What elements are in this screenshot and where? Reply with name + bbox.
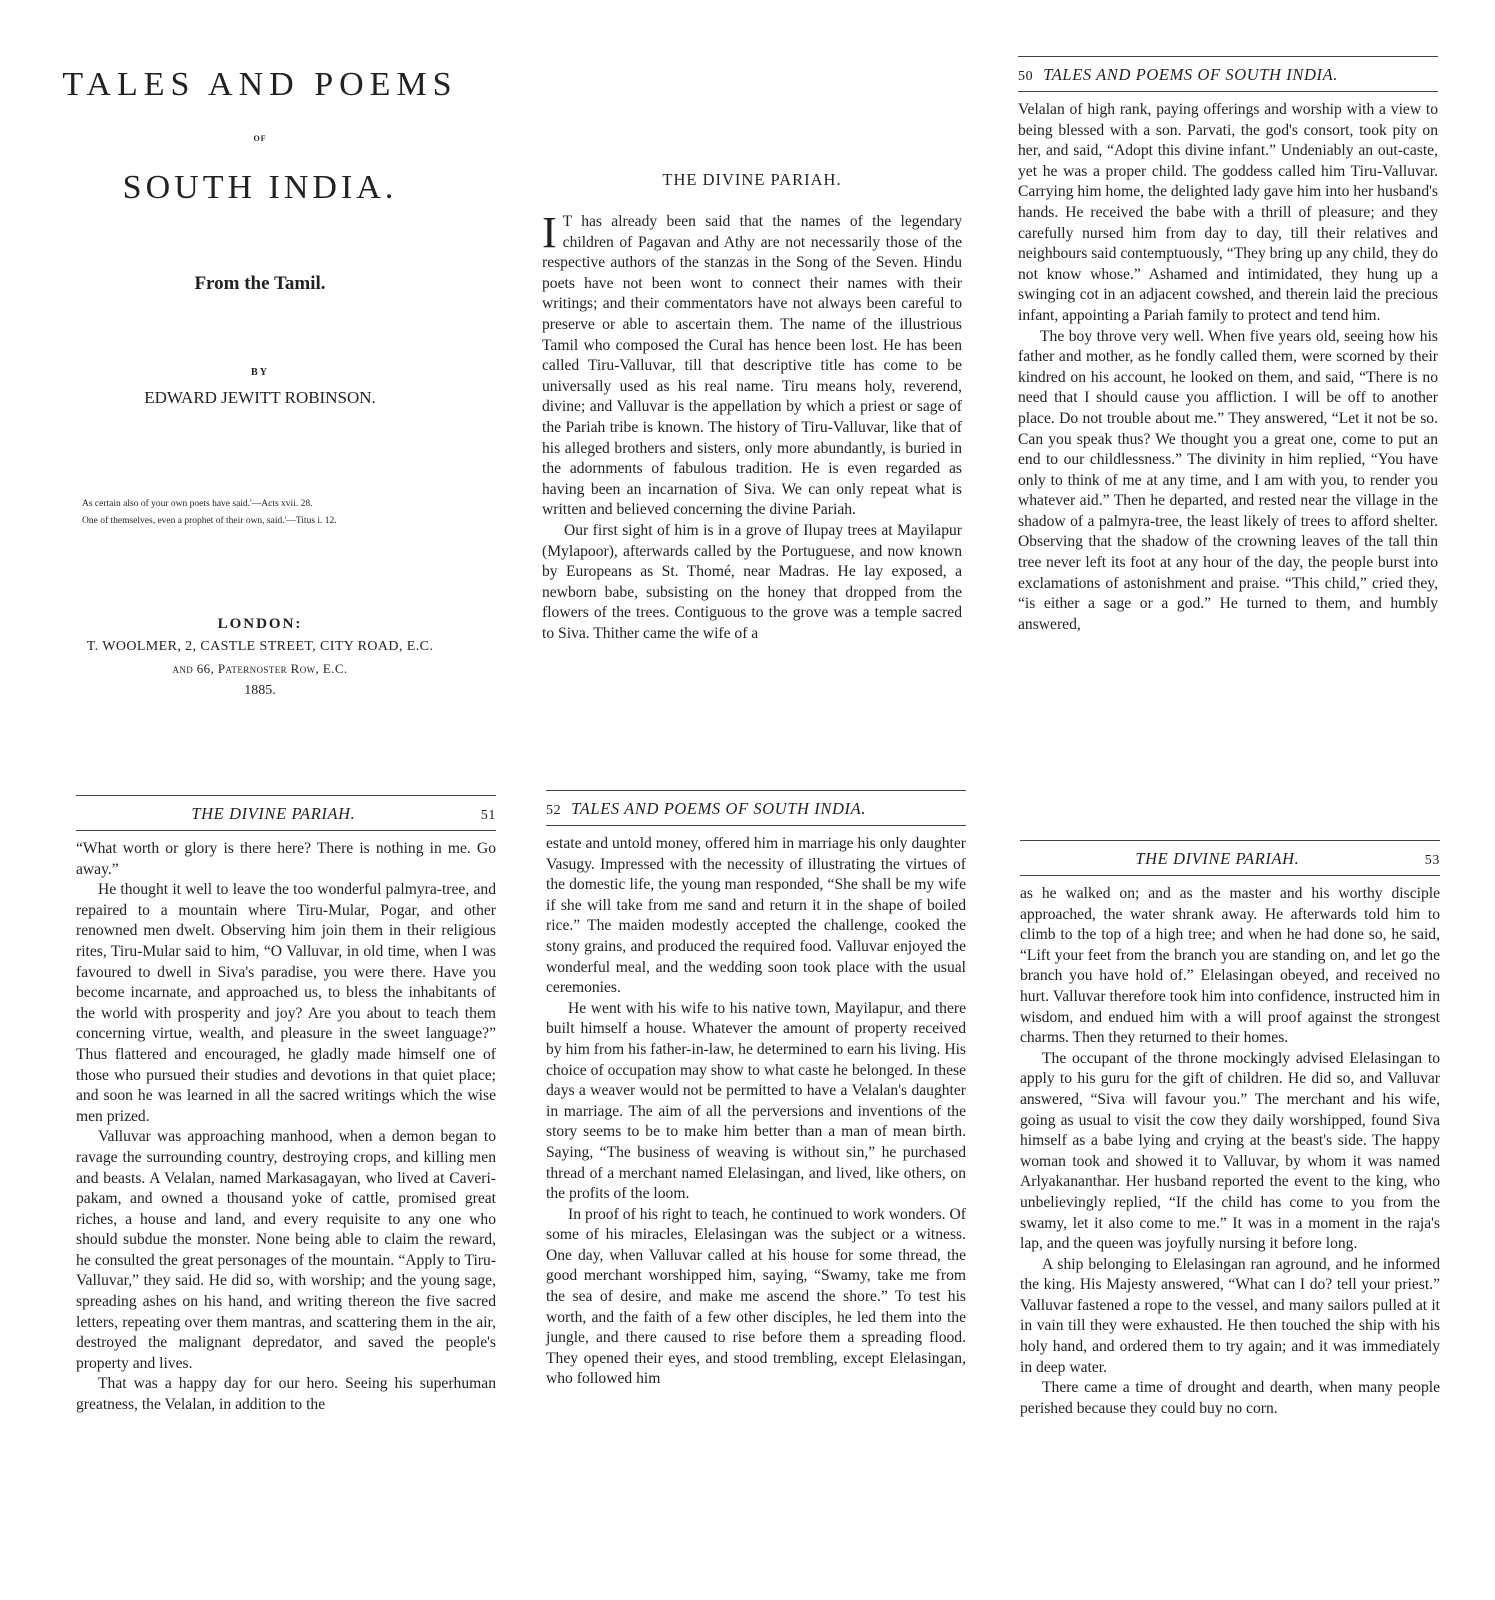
paragraph: He went with his wife to his native town, Mayilapur, and there built himself a house. Whatever the amount of property received by him from his father-in-law, he determined to earn his living. His choice of occupation may show to what caste he belonged. In these days a weaver would not be permitted to have a Velalan's daughter in marriage. The aim of all the perversions and inventions of the story seems to be to make him better than a man of mean birth. Saying, “The business of weaving is without sin,” he purchased thread of a merchant named Elelasingan, and lived, like others, on the profits of the loom. (546, 999, 966, 1203)
publisher-line-1: T. WOOLMER, 2, CASTLE STREET, CITY ROAD, E.C. (86, 639, 434, 654)
paragraph: Velalan of high rank, paying offerings and worship with a view to being blessed with a son. Parvati, the god's consort, took pity on her, and said, “Adopt this divine infant.” Undeniably an out-caste, yet he was a proper child. The goddess called him Tiru-Valluvar. Carrying him home, the delighted lady gave him into her husband's hands. He received the babe with a thrill of pleasure; and they carefully nursed him from day to day, till their relatives and neighbours said contemptuously, “They bring up any child, they do not know whose.” Ashamed and intimidated, they hung up a swinging cot in an adjacent cowshed, and therein laid the precious infant, appointing a Pariah family to protect and tend him. (1018, 101, 1438, 324)
paragraph: “What worth or glory is there here? There is nothing in me. Go away.” (76, 840, 496, 878)
running-head-title: THE DIVINE PARIAH. (1135, 849, 1300, 868)
subtitle: From the Tamil. (194, 273, 326, 294)
epigraph-line-1: As certain also of your own poets have said.'—Acts xvii. 28. (82, 499, 313, 509)
by-label: BY (251, 367, 269, 378)
paragraph: The occupant of the throne mockingly advised Elelasingan to apply to his guru for the gift of children. He did so, and Valluvar answered, “Siva will favour you.” The merchant and his wife, going as usual to visit the cow they daily worshipped, found Siva himself as a babe lying and crying at the beast's side. The happy woman took and showed it to Valluvar, by whom it was named Arlyakananthar. Her husband reported the event to the king, who unbelievingly replied, “If the child has come to you from the swamy, let it also come to me.” It was in a moment in the raja's lap, and the queen was joyfully nursing it before long. (1020, 1049, 1440, 1253)
paragraph: Valluvar was approaching manhood, when a demon began to ravage the surrounding country, destroying crops, and killing men and beasts. A Velalan, named Markasagayan, who lived at Caveri-pakam, and owned a thousand yoke of cattle, promised great riches, a house and land, and every requisite to any one who should subdue the monster. None being able to claim the reward, he consulted the great personages of the mountain. “Apply to Tiru-Valluvar,” they said. He did so, with worship; and the young sage, spreading ashes on his hand, and writing thereon the five sacred letters, repeating over them mantras, and scattering them in the air, destroyed the malignant depredator, and saved the people's property and lives. (76, 1128, 496, 1372)
title-line-2: SOUTH INDIA. (122, 169, 398, 206)
running-head (1020, 840, 1440, 876)
paragraph: In proof of his right to teach, he continued to work wonders. Of some of his miracles, Elelasingan was the subject or a witness. One day, when Valluvar called at his house for some thread, the good merchant worshipped him, saying, “Swamy, take me from the sea of desire, and make me ascend the shore.” To test his worth, and the faith of a few other disciples, he led them into the jungle, and there caused to rise before them a spreading flood. They opened their eyes, and stood trembling, except Elelasingan, who followed him (546, 1205, 966, 1388)
paragraph: There came a time of drought and dearth, when many people perished because they could buy no corn. (1020, 1379, 1440, 1417)
running-head (1018, 56, 1438, 92)
paragraph: Our first sight of him is in a grove of Ilupay trees at Mayilapur (Mylapoor), afterwards called by the Portuguese, and now known by Europeans as St. Thomé, near Madras. He lay exposed, a newborn babe, subsisting on the honey that dropped from the flowers of the trees. Contiguous to the grove was a temple sacred to Siva. Thither came the wife of a (542, 521, 962, 642)
drop-cap: I (542, 208, 557, 257)
publication-year: 1885. (244, 683, 276, 698)
page-53 (1020, 840, 1440, 1419)
paragraph: A ship belonging to Elelasingan ran aground, and he informed the king. His Majesty answered, “What can I do? tell your priest.” Valluvar fastened a rope to the vessel, and many sailors pulled at it in vain till they were exhausted. He then touched the ship with his holy hand, and ordered them to try again; and it was immediately in deep water. (1020, 1255, 1440, 1376)
page-number: 53 (1424, 853, 1440, 868)
page-52 (546, 790, 966, 1390)
paragraph: That was a happy day for our hero. Seeing his superhuman greatness, the Velalan, in addition to the (76, 1375, 496, 1414)
page-number: 51 (480, 808, 496, 823)
paragraph: He thought it well to leave the too wonderful palmyra-tree, and repaired to a mountain where Tiru-Mular, Pogar, and other renowned men dwelt. Observing him join them in their religious rites, Tiru-Mular said to him, “O Valluvar, in old time, when I was favoured to dwell in Siva's paradise, you were there. Have you become incarnate, and approached us, to bless the inhabitants of the world with prosperity and joy? Are you about to teach them concerning virtue, wealth, and pleasure in the sweet language?” Thus flattered and encouraged, he gladly made himself one of those who pursued their studies and devotions in that quiet place; and soon he was learned in all the sacred writings which the wise men prized. (76, 881, 496, 1125)
page-51 (76, 795, 496, 1416)
title-of: OF (253, 134, 267, 143)
paragraph: as he walked on; and as the master and his worthy disciple approached, the water shrank away. He afterwards told him to climb to the top of a high tree; and when he had done so, he said, “Lift your feet from the branch you are standing on, and let go the branch you have hold of.” Elelasingan obeyed, and received no hurt. Valluvar therefore took him into confidence, instructed him in wisdom, and endued him with a will proof against the strongest charms. Then they returned to their homes. (1020, 885, 1440, 1047)
page-50 (1018, 56, 1438, 635)
running-head (76, 795, 496, 831)
title-line-1: TALES AND POEMS (62, 66, 458, 103)
paragraph: The boy throve very well. When five years old, seeing how his father and mother, as he fondly called them, were scorned by their kindred on his account, he looked on them, and said, “There is no need that I should cause you affliction. I will be off to another place. Do not trouble about me.” They answered, “Let it not be so. Can you speak thus? We thought you a great one, come to put an end to our childlessness.” The divinity in him replied, “You have only to think of me at any time, and I am with you, to render you whatever aid.” Then he departed, and rested near the village in the shadow of a palmyra-tree, the least likely of trees to afford shelter. Observing that the shadow of the crowning leaves of the tall thin tree never left its foot at any hour of the day, the people burst into exclamations of astonishment and praise. “This child,” cried they, “is either a sage or a god.” He turned to them, and humbly answered, (1018, 327, 1438, 633)
page-49 (542, 170, 962, 644)
page-number: 50 (1018, 69, 1034, 84)
title-page (40, 60, 480, 699)
running-head-title: THE DIVINE PARIAH. (191, 804, 356, 823)
epigraph-line-2: One of themselves, even a prophet of their own, said.'—Titus i. 12. (82, 516, 337, 526)
author-name: EDWARD JEWITT ROBINSON. (144, 388, 376, 407)
page-number: 52 (546, 803, 562, 818)
publisher-city: LONDON: (217, 616, 303, 632)
running-head-title: TALES AND POEMS OF SOUTH INDIA. (1043, 65, 1339, 84)
chapter-title: THE DIVINE PARIAH. (662, 170, 842, 189)
paragraph: I T has already been said that the names of the legendary children of Pagavan and Athy are not necessarily those of the respective authors of the stanzas in the Song of the Seven. Hindu poets have not been wont to connect their names with their writings; and their commentators have not always been careful to preserve or able to ascertain them. The name of the illustrious Tamil who composed the Cural has hence been lost. He has been called Tiru-Valluvar, till that descriptive title has come to be universally used as his real name. Tiru means holy, reverend, divine; and Valluvar is the appellation by which a priest or sage of the Pariah tribe is known. The history of Tiru-Valluvar, like that of his alleged brothers and sisters, only more abundantly, is buried in the adornments of fabulous tradition. He is even regarded as having been an incarnation of Siva. We can only repeat what is written and believed concerning the divine Pariah. (542, 208, 962, 519)
running-head (546, 790, 966, 826)
running-head-title: TALES AND POEMS OF SOUTH INDIA. (571, 799, 867, 818)
publisher-line-2: and 66, Paternoster Row, E.C. (172, 661, 348, 676)
epigraph (82, 496, 480, 530)
paragraph: estate and untold money, offered him in marriage his only daughter Vasugy. Impressed with the necessity of illustrating the virtues of the domestic life, the young man responded, “She shall be my wife if she will take from me sand and return it in the shape of boiled rice.” The maiden modestly accepted the challenge, cooked the stony grains, and produced the required food. Valluvar enjoyed the wonderful meal, and the wedding soon took place with the usual ceremonies. (546, 835, 966, 997)
